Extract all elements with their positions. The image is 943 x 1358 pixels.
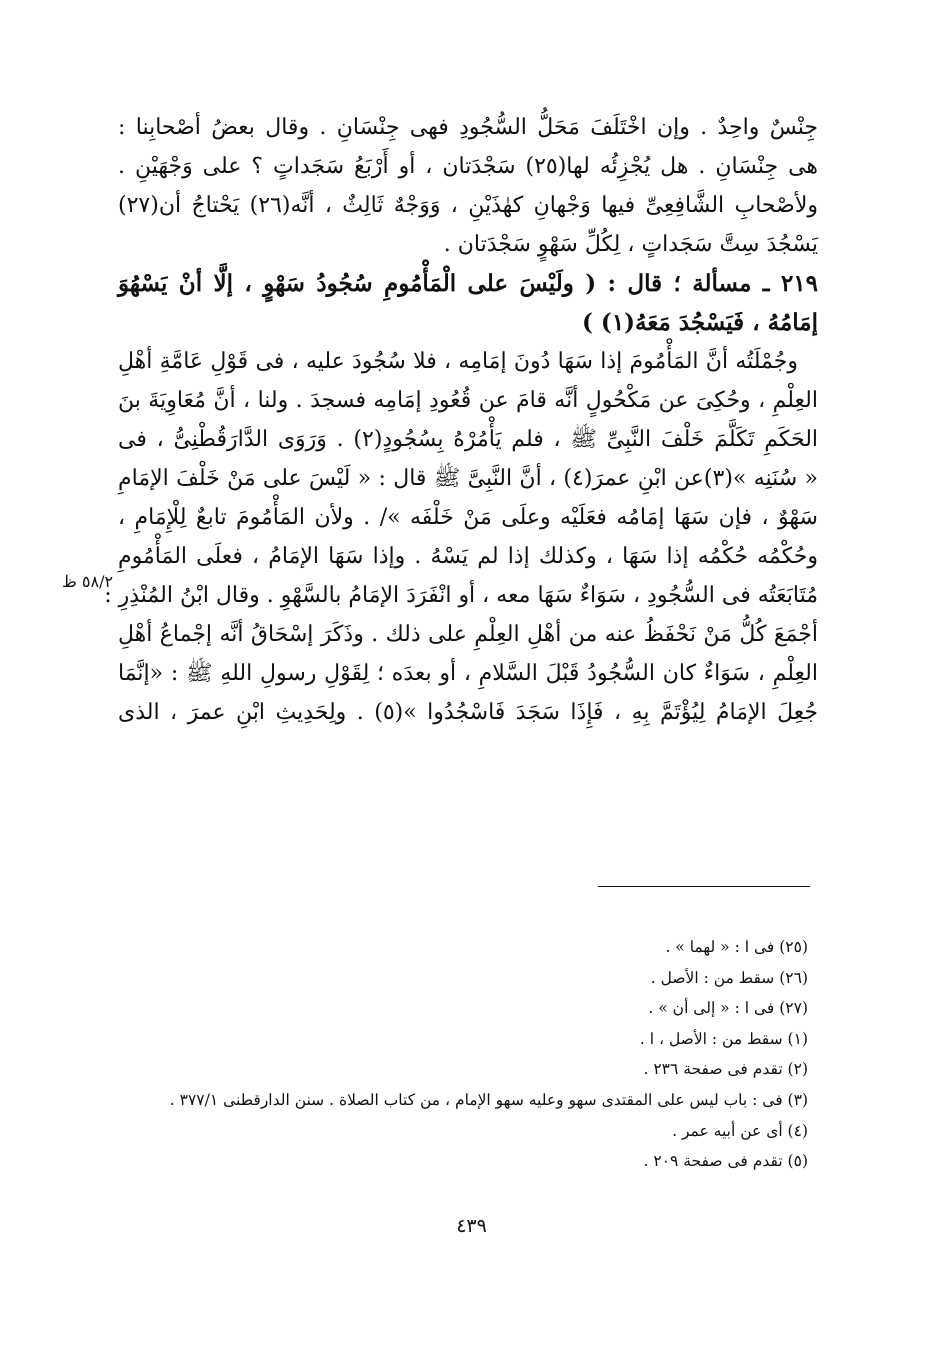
footnote: (٢٦) سقط من : الأصل .	[650, 968, 808, 987]
footnote-divider	[598, 886, 810, 887]
body-line: جِنْسٌ واحِدٌ . وإن اخْتَلَفَ مَحَلُّ السُّجُودِ فهى جِنْسَانِ . وقال بعضُ أصْحابِنا :	[118, 115, 818, 140]
footnote: (٤) أى عن أبيه عمر .	[672, 1121, 808, 1140]
footnotes	[118, 932, 808, 1177]
issue-number: ٢١٩	[780, 270, 818, 297]
main-text	[104, 108, 819, 732]
manuscript-folio-note: ٥٨/٢ ظ	[62, 572, 114, 591]
paragraph-line: العِلْمِ ، سَوَاءٌ كان السُّجُودُ قَبْلَ السَّلامِ ، أو بعدَه ؛ لِقَوْلِ رسولِ اللهِ ﷺ : «إنَّمَا	[118, 661, 818, 686]
body-line: هى جِنْسَانِ . هل يُجْزِئُه لها(٢٥) سَجْدَتان ، أو أَرْبَعُ سَجَداتٍ ؟ على وَجْهَيْنِ .	[118, 154, 819, 179]
footnote: (٢) تقدم فى صفحة ٢٣٦ .	[643, 1060, 808, 1079]
paragraph-line: الحَكَمِ تَكَلَّمَ خَلْفَ النَّبِىِّ ﷺ ، فلم يَأْمُرْهُ بِسُجُودٍ(٢) . وَرَوَى الدَّارَقُطْنِىُّ ، فى	[118, 427, 819, 452]
body-line: يَسْجُدَ سِتَّ سَجَداتٍ ، لِكُلِّ سَهْوٍ سَجْدَتان .	[443, 232, 818, 257]
paragraph-line: مُتَابَعَتُه فى السُّجُودِ ، سَوَاءٌ سَهَا معه ، أو انْفَرَدَ الإمَامُ بالسَّهْوِ . وقال ابْنُ المُنْذِرِ :	[104, 583, 818, 608]
paragraph-line: سَهْوٌ ، فإن سَهَا إمَامُه فعَلَيْه وعلَى مَنْ خَلْفَه »/ . ولأن المَأْمُومَ تابعٌ لِلْإِمَامِ ،	[118, 505, 818, 530]
issue-heading-line: إمَامُهُ ، فَيَسْجُدَ مَعَهُ(١) )	[582, 309, 818, 336]
footnote: (٣) فى : باب ليس على المقتدى سهو وعليه سهو الإمام ، من كتاب الصلاة . سنن الدارقطنى ٣٧٧/١ .	[169, 1090, 808, 1109]
footnote: (٢٧) فى ا : « إلى أن » .	[648, 999, 808, 1018]
paragraph-line: وحُكْمُه حُكْمُه إذا سَهَا ، وكذلك إذا لم يَسْهُ . وإذا سَهَا الإمَامُ ، فعلَى المَأْمُومِ	[118, 544, 818, 569]
issue-heading-text: ـ مسألة ؛ قال : ( ولَيْسَ على الْمَأْمُومِ سُجُودُ سَهْوٍ ، إلَّا أنْ يَسْهُوَ	[118, 270, 770, 297]
footnote: (٢٥) فى ا : « لهما » .	[665, 938, 808, 956]
page-number: ٤٣٩	[456, 1215, 487, 1237]
issue-heading-line	[118, 264, 818, 303]
paragraph-line: جُعِلَ الإمَامُ لِيُؤْتَمَّ بِهِ ، فَإِذَا سَجَدَ فَاسْجُدُوا »(٥) . ولِحَدِيثِ ابْنِ عمرَ ، الذى	[118, 700, 818, 725]
footnote: (١) سقط من : الأصل ، ا .	[639, 1029, 808, 1048]
paragraph-line: أجْمَعَ كُلُّ مَنْ نَحْفَظُ عنه من أهْلِ العِلْمِ على ذلك . وذَكَرَ إسْحَاقُ أنَّه إجْماعُ أهْلِ	[118, 622, 818, 647]
paragraph-line: العِلْمِ ، وحُكِىَ عن مَكْحُولٍ أنَّه قامَ عن قُعُودِ إمَامِه فسجدَ . ولنا ، أنَّ مُعَاوِيَةَ بنَ	[118, 388, 818, 413]
paragraph-line: « سُنَنِه »(٣)عن ابْنِ عمرَ(٤) ، أنَّ النَّبِىَّ ﷺ قال : « لَيْسَ على مَنْ خَلْفَ الإمَامِ	[118, 466, 819, 491]
footnote: (٥) تقدم فى صفحة ٢٠٩ .	[643, 1152, 808, 1171]
body-line: ولأصْحابِ الشَّافِعِىِّ فيها وَجْهانِ كهٰذَيْنِ ، وَوَجْهٌ ثَالِثٌ ، أنَّه(٢٦) يَحْتاجُ أن(٢٧)	[118, 193, 818, 218]
paragraph-line: وجُمْلَتُه أنَّ المَأْمُومَ إذا سَهَا دُونَ إمَامِه ، فلا سُجُودَ عليه ، فى قَوْلِ عَامَّةِ أهْلِ	[118, 349, 798, 374]
